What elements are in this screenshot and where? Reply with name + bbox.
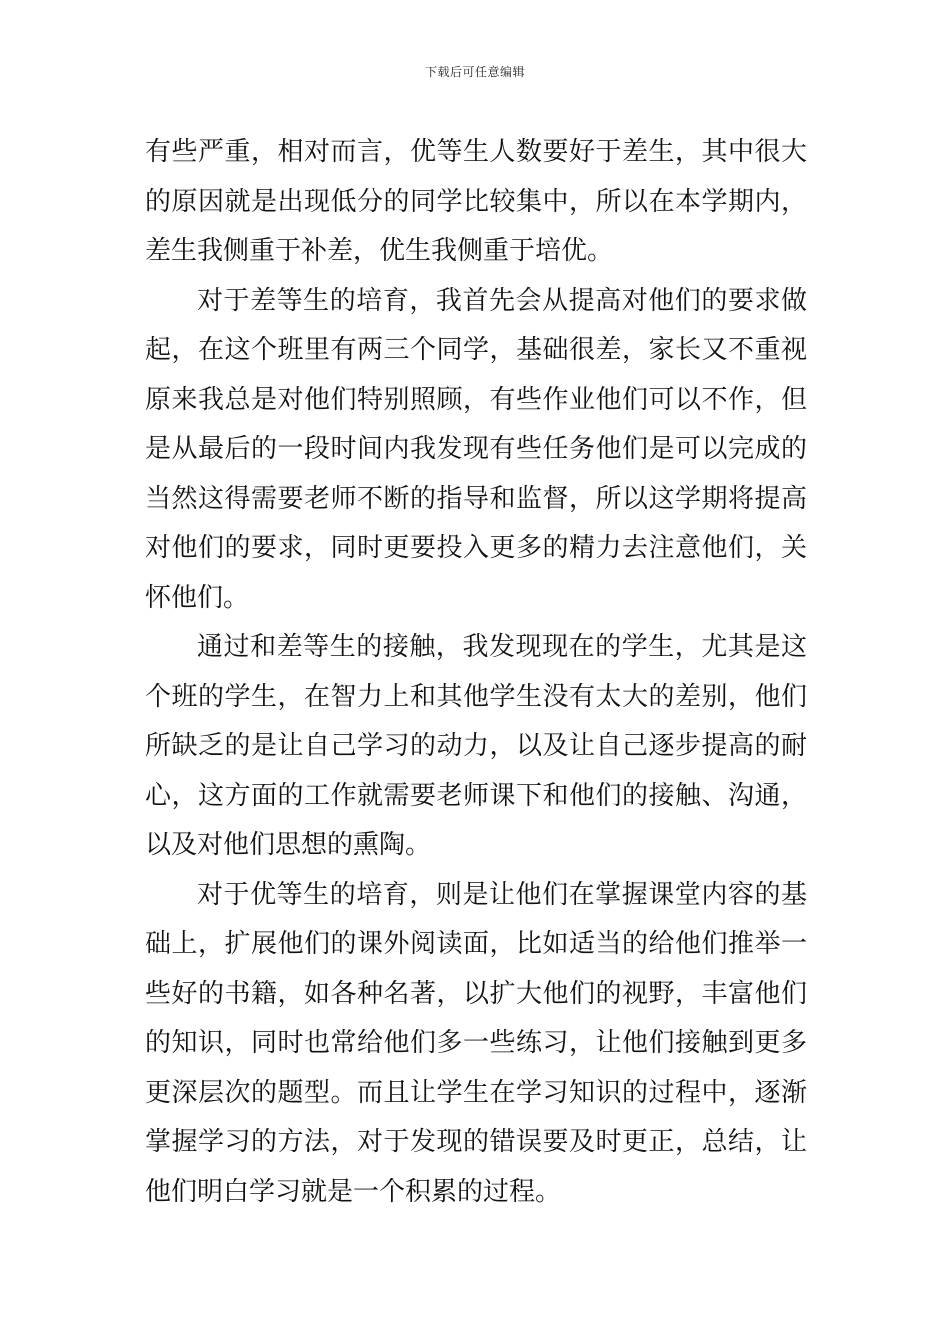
text-line: 是从最后的一段时间内我发现有些任务他们是可以完成的 [145, 434, 807, 464]
text-line: 对他们的要求，同时更要投入更多的精力去注意他们，关 [145, 533, 807, 563]
text-line: 所缺乏的是让自己学习的动力，以及让自己逐步提高的耐 [145, 731, 807, 761]
text-line: 怀他们。 [145, 582, 250, 613]
text-line: 的知识，同时也常给他们多一些练习，让他们接触到更多 [145, 1028, 807, 1058]
text-line: 对于优等生的培育，则是让他们在掌握课堂内容的基 [197, 879, 807, 910]
text-line: 些好的书籍，如各种名著，以扩大他们的视野，丰富他们 [145, 978, 807, 1009]
page-header: 下载后可任意编辑 [424, 65, 525, 79]
paragraph [145, 277, 807, 624]
text-line: 的原因就是出现低分的同学比较集中，所以在本学期内， [145, 186, 807, 217]
text-line: 础上，扩展他们的课外阅读面，比如适当的给他们推举一 [145, 929, 807, 959]
document-body [145, 128, 807, 1217]
text-line: 心，这方面的工作就需要老师课下和他们的接触、沟通， [145, 780, 807, 811]
text-line: 个班的学生，在智力上和其他学生没有太大的差别，他们 [145, 681, 807, 712]
paragraph [145, 871, 807, 1218]
text-line: 掌握学习的方法，对于发现的错误要及时更正，总结，让 [145, 1127, 807, 1157]
text-line: 差生我侧重于补差，优生我侧重于培优。 [145, 236, 614, 266]
paragraph [145, 128, 807, 277]
text-line: 有些严重，相对而言，优等生人数要好于差生，其中很大 [145, 137, 807, 167]
text-line: 对于差等生的培育，我首先会从提高对他们的要求做 [197, 285, 807, 316]
text-line: 通过和差等生的接触，我发现现在的学生，尤其是这 [197, 632, 807, 662]
paragraph [145, 623, 807, 871]
text-line: 原来我总是对他们特别照顾，有些作业他们可以不作，但 [145, 384, 807, 415]
text-line: 以及对他们思想的熏陶。 [145, 830, 432, 860]
text-line: 当然这得需要老师不断的指导和监督，所以这学期将提高 [145, 483, 807, 514]
text-line: 他们明白学习就是一个积累的过程。 [145, 1176, 562, 1207]
text-line: 更深层次的题型。而且让学生在学习知识的过程中，逐渐 [145, 1077, 807, 1108]
text-line: 起，在这个班里有两三个同学，基础很差，家长又不重视 [145, 335, 807, 365]
